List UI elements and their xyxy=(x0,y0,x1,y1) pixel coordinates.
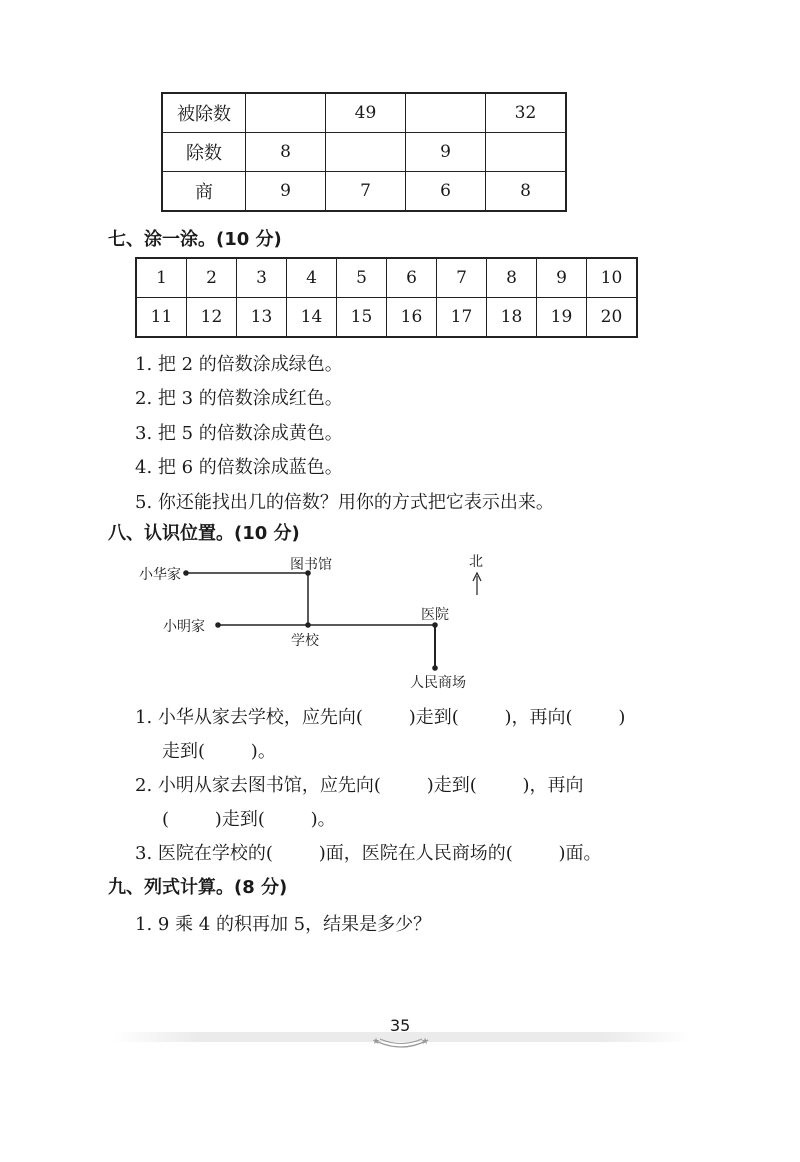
xiaoming-home-dot xyxy=(215,622,221,628)
table-cell: 49 xyxy=(326,93,406,133)
xiaohua-home-label: 小华家 xyxy=(139,567,181,583)
section9-heading: 九、列式计算。(8 分) xyxy=(108,877,288,898)
q1-line1: 1. 小华从家去学校，应先向( )走到( )，再向( ) xyxy=(135,707,626,728)
north-label: 北 xyxy=(469,554,483,570)
section7-item: 5. 你还能找出几的倍数？用你的方式把它表示出来。 xyxy=(135,492,554,513)
svg-text:★: ★ xyxy=(372,1037,381,1047)
grid-cell: 7 xyxy=(437,258,487,298)
north-arrow-icon xyxy=(473,573,481,595)
table-cell: 9 xyxy=(246,172,326,212)
table-cell: 9 xyxy=(406,133,486,172)
school-label: 学校 xyxy=(291,633,319,649)
school-dot xyxy=(305,622,311,628)
svg-text:★: ★ xyxy=(421,1037,430,1047)
grid-cell: 10 xyxy=(587,258,638,298)
row-label: 除数 xyxy=(162,133,246,172)
grid-cell: 3 xyxy=(237,258,287,298)
section7-item: 4. 把 6 的倍数涂成蓝色。 xyxy=(135,457,343,478)
table-cell: 6 xyxy=(406,172,486,212)
grid-cell: 20 xyxy=(587,298,638,338)
grid-cell: 18 xyxy=(487,298,537,338)
grid-cell: 19 xyxy=(537,298,587,338)
grid-cell: 17 xyxy=(437,298,487,338)
grid-cell: 2 xyxy=(187,258,237,298)
grid-cell: 8 xyxy=(487,258,537,298)
grid-cell: 13 xyxy=(237,298,287,338)
section8-heading: 八、认识位置。(10 分) xyxy=(108,523,300,544)
row-label: 被除数 xyxy=(162,93,246,133)
row-label: 商 xyxy=(162,172,246,212)
grid-cell: 5 xyxy=(337,258,387,298)
q2-line2: ( )走到( )。 xyxy=(162,809,336,830)
table-cell: 8 xyxy=(486,172,567,212)
section7-heading: 七、涂一涂。(10 分) xyxy=(108,229,282,250)
grid-cell: 12 xyxy=(187,298,237,338)
grid-cell: 15 xyxy=(337,298,387,338)
xiaoming-home-label: 小明家 xyxy=(163,619,205,635)
table-cell: 8 xyxy=(246,133,326,172)
xiaohua-home-dot xyxy=(183,570,189,576)
ornament-icon xyxy=(370,1034,432,1050)
grid-cell: 9 xyxy=(537,258,587,298)
grid-cell: 14 xyxy=(287,298,337,338)
section7-item: 3. 把 5 的倍数涂成黄色。 xyxy=(135,423,343,444)
grid-cell: 16 xyxy=(387,298,437,338)
table-cell: 32 xyxy=(486,93,567,133)
library-label: 图书馆 xyxy=(290,557,332,573)
page-number: 35 xyxy=(390,1016,411,1035)
mall-dot xyxy=(432,665,438,671)
hospital-label: 医院 xyxy=(421,607,449,623)
q3-line: 3. 医院在学校的( )面，医院在人民商场的( )面。 xyxy=(135,843,602,864)
grid-cell: 4 xyxy=(287,258,337,298)
q1-line2: 走到( )。 xyxy=(162,741,276,762)
q2-line1: 2. 小明从家去图书馆，应先向( )走到( )，再向 xyxy=(135,775,584,796)
mall-label: 人民商场 xyxy=(410,675,466,691)
section7-item: 2. 把 3 的倍数涂成红色。 xyxy=(135,388,343,409)
section9-q1: 1. 9 乘 4 的积再加 5，结果是多少？ xyxy=(135,914,432,935)
table-cell: 7 xyxy=(326,172,406,212)
section7-item: 1. 把 2 的倍数涂成绿色。 xyxy=(135,354,343,375)
grid-cell: 11 xyxy=(136,298,187,338)
grid-cell: 6 xyxy=(387,258,437,298)
grid-cell: 1 xyxy=(136,258,187,298)
